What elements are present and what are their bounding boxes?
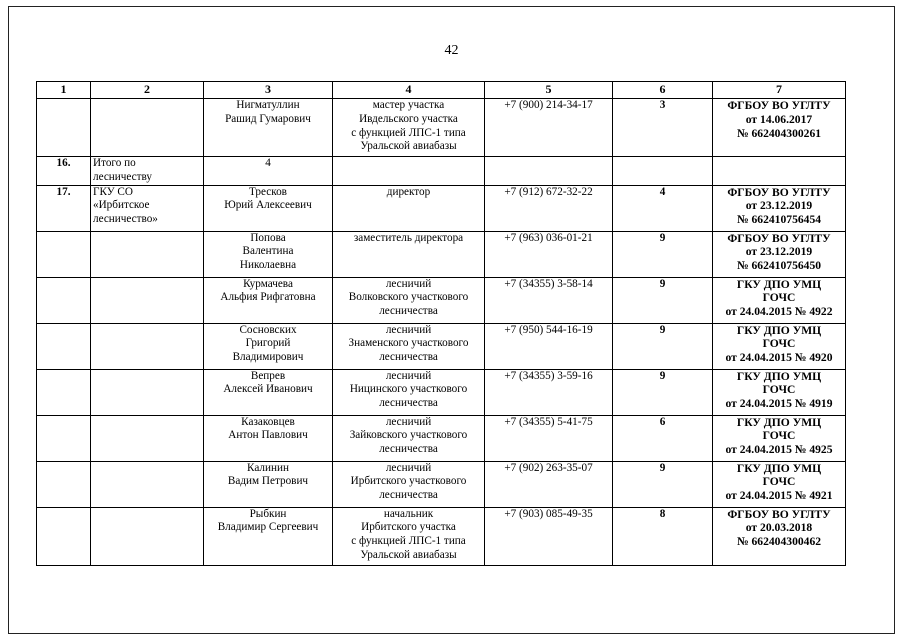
row-number-cell [37,231,91,277]
person-name-line: Владимирович [232,351,304,364]
person-name-cell [204,461,333,507]
person-name-line: Калинин [247,461,289,474]
phone-cell: +7 (903) 085-49-35 [485,507,613,565]
count-cell: 4 [613,185,713,231]
position-line: Ивдельского участка [359,112,458,125]
count-cell: 9 [613,369,713,415]
organization-cell [91,415,204,461]
position-line: с функцией ЛПС-1 типа [351,126,466,139]
person-name-line: Альфия Рифгатовна [220,291,316,304]
certificate-line: ГОЧС [762,337,796,351]
phone-cell: +7 (912) 672-32-22 [485,185,613,231]
organization-cell [91,461,204,507]
certificate-line: № 662410756454 [736,213,822,227]
table-row [37,461,846,507]
person-name-line: Рашид Гумарович [225,112,311,125]
position-line: с функцией ЛПС-1 типа [351,535,466,548]
row-number-cell [37,277,91,323]
certificate-line: ГКУ ДПО УМЦ [736,277,822,291]
row-number-cell [37,507,91,565]
position-line: лесничий [385,277,432,290]
table-row [37,99,846,157]
person-name-cell [204,277,333,323]
phone-cell: +7 (34355) 3-59-16 [485,369,613,415]
person-name-line: Курмачева [243,277,293,290]
position-cell [333,231,485,277]
table-row [37,415,846,461]
certificate-line: от 24.04.2015 № 4922 [725,305,833,319]
organization-line: Итого по [93,157,136,169]
organization-line: ГКУ СО [93,185,133,198]
position-line: Зайковского участкового [349,429,468,442]
certificate-cell [713,231,846,277]
position-cell [333,507,485,565]
certificate-line: ФГБОУ ВО УГЛТУ [727,231,831,245]
person-name-line: Тресков [249,185,287,198]
position-line: начальник [383,507,434,520]
certificate-line: ГКУ ДПО УМЦ [736,323,822,337]
header-col-4: 4 [333,82,485,99]
row-number-cell [37,369,91,415]
organization-cell [91,323,204,369]
table-row [37,157,846,186]
position-line: лесничий [385,461,432,474]
person-name-line: Сосновских [239,323,297,336]
header-row [37,82,846,99]
count-cell: 8 [613,507,713,565]
position-line: Знаменского участкового [348,337,469,350]
phone-cell: +7 (34355) 3-58-14 [485,277,613,323]
table-row [37,507,846,565]
position-cell [333,323,485,369]
count-cell: 6 [613,415,713,461]
row-number-cell [37,415,91,461]
certificate-line: ГОЧС [762,429,796,443]
person-name-line: Владимир Сергеевич [217,521,319,534]
person-name-cell [204,99,333,157]
row-number-cell: 17. [37,185,91,231]
page-number: 42 [444,43,459,58]
organization-cell [91,99,204,157]
position-cell [333,415,485,461]
person-name-cell [204,369,333,415]
person-name-line: Вадим Петрович [227,475,309,488]
position-cell [333,461,485,507]
person-name-cell [204,185,333,231]
position-line: Ирбитского участка [361,521,456,534]
phone-cell: +7 (902) 263-35-07 [485,461,613,507]
position-cell [333,185,485,231]
phone-cell [485,157,613,186]
position-line: заместитель директора [353,231,464,244]
certificate-cell [713,323,846,369]
position-line: Уральской авиабазы [360,548,457,561]
organization-cell [91,369,204,415]
organization-cell [91,277,204,323]
organization-line: «Ирбитское [93,199,150,212]
person-name-cell [204,507,333,565]
position-line: Уральской авиабазы [360,140,457,153]
position-cell [333,99,485,157]
position-line: лесничества [379,397,438,410]
organization-cell [91,157,204,186]
position-cell [333,369,485,415]
certificate-line: ГОЧС [762,291,796,305]
phone-cell: +7 (963) 036-01-21 [485,231,613,277]
certificate-line: от 23.12.2019 [745,199,813,213]
person-name-line: Вепрев [250,369,286,382]
position-line: лесничий [385,369,432,382]
certificate-cell [713,277,846,323]
position-line: лесничества [379,443,438,456]
count-cell: 3 [613,99,713,157]
certificate-line: ФГБОУ ВО УГЛТУ [727,99,831,112]
table-row [37,231,846,277]
person-name-line: Попова [250,231,286,244]
table-row [37,323,846,369]
certificate-line: № 662404300462 [736,535,822,549]
certificate-line: ГОЧС [762,475,796,489]
person-name-line: Юрий Алексеевич [224,199,312,212]
position-cell [333,157,485,186]
person-name-line: Рыбкин [249,507,287,520]
header-col-5: 5 [485,82,613,99]
row-number-cell [37,99,91,157]
count-cell: 9 [613,277,713,323]
person-name-line: Николаевна [239,259,297,272]
certificate-line: ФГБОУ ВО УГЛТУ [727,507,831,521]
phone-cell: +7 (34355) 5-41-75 [485,415,613,461]
organization-cell [91,231,204,277]
certificate-line: ГКУ ДПО УМЦ [736,369,822,383]
certificate-line: № 662410756450 [736,259,822,273]
position-line: лесничий [385,415,432,428]
count-cell: 9 [613,231,713,277]
phone-cell: +7 (950) 544-16-19 [485,323,613,369]
certificate-cell [713,185,846,231]
phone-cell: +7 (900) 214-34-17 [485,99,613,157]
person-name-cell [204,415,333,461]
certificate-line: ГОЧС [762,383,796,397]
row-number-cell: 16. [37,157,91,186]
personnel-table [36,81,846,566]
position-line: директор [386,185,431,198]
person-name-line: Антон Павлович [228,429,308,442]
organization-cell [91,185,204,231]
header-col-3: 3 [204,82,333,99]
certificate-line: от 24.04.2015 № 4921 [725,489,833,503]
certificate-line: от 20.03.2018 [745,521,813,535]
count-cell: 9 [613,323,713,369]
row-number-cell [37,323,91,369]
position-line: лесничества [379,305,438,318]
position-cell [333,277,485,323]
certificate-cell [713,369,846,415]
certificate-cell [713,507,846,565]
organization-line: лесничество» [93,213,158,226]
person-name-line: 4 [265,157,271,169]
position-line: Волковского участкового [348,291,469,304]
certificate-cell [713,99,846,157]
header-col-7: 7 [713,82,846,99]
position-line: лесничий [385,323,432,336]
position-line: лесничества [379,351,438,364]
document-page [8,6,895,634]
person-name-line: Григорий [245,337,291,350]
certificate-line: от 23.12.2019 [745,245,813,259]
person-name-line: Казаковцев [241,415,295,428]
header-col-2: 2 [91,82,204,99]
certificate-cell [713,157,846,186]
header-col-1: 1 [37,82,91,99]
certificate-line: ГКУ ДПО УМЦ [736,461,822,475]
organization-cell [91,507,204,565]
table-row [37,369,846,415]
position-line: Ирбитского участкового [350,475,467,488]
certificate-cell [713,415,846,461]
person-name-cell [204,231,333,277]
table-body [37,99,846,566]
table-row [37,185,846,231]
position-line: лесничества [379,489,438,502]
person-name-cell [204,323,333,369]
person-name-line: Нигматуллин [236,99,300,111]
certificate-line: ФГБОУ ВО УГЛТУ [727,185,831,199]
certificate-line: от 24.04.2015 № 4920 [725,351,833,365]
person-name-line: Валентина [242,245,294,258]
count-cell [613,157,713,186]
certificate-line: от 24.04.2015 № 4925 [725,443,833,457]
row-number-cell [37,461,91,507]
person-name-cell [204,157,333,186]
header-col-6: 6 [613,82,713,99]
certificate-line: от 24.04.2015 № 4919 [725,397,833,411]
certificate-line: ГКУ ДПО УМЦ [736,415,822,429]
certificate-line: № 662404300261 [736,126,822,140]
certificate-cell [713,461,846,507]
table-row [37,277,846,323]
position-line: Ницинского участкового [349,383,468,396]
organization-line: лесничеству [93,170,152,183]
position-line: мастер участка [372,99,445,111]
count-cell: 9 [613,461,713,507]
person-name-line: Алексей Иванович [223,383,313,396]
certificate-line: от 14.06.2017 [745,112,813,126]
